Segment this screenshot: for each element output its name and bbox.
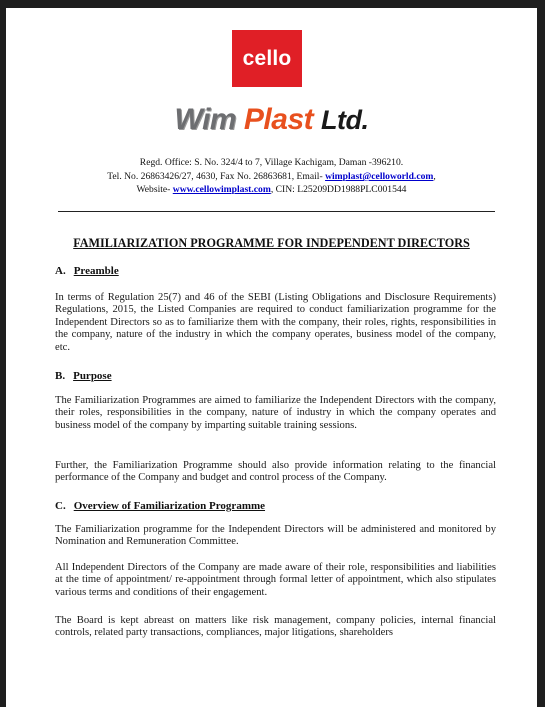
paragraph: The Board is kept abreast on matters like risk management, company policies, internal financial controls, related party transactions, compliances, major litigations, shareholders	[55, 615, 496, 639]
section-title: Preamble	[73, 265, 119, 277]
email-link[interactable]: wimplast@celloworld.com	[325, 171, 434, 182]
section-letter: A.	[55, 265, 66, 277]
paragraph: All Independent Directors of the Company are made aware of their role, responsibilities and liabilities at the time of appointment/ re-appointment through formal letter of appointment, which also stipulates various terms and conditions of their engagement.	[55, 562, 496, 598]
company-name-part2: Plast	[243, 103, 314, 136]
paragraph: The Familiarization Programmes are aimed to familiarize the Independent Directors with the company, their roles, responsibilities in the company, nature of industry in which the company operates and business model of the company by imparting suitable training sessions.	[55, 395, 496, 431]
cin-text: , CIN: L25209DD1988PLC001544	[270, 184, 407, 195]
section-letter: C.	[55, 500, 66, 512]
paragraph: The Familiarization programme for the Independent Directors will be administered and monitored by Nomination and Remuneration Committee.	[55, 524, 496, 548]
header-divider	[58, 211, 495, 212]
section-title: Purpose	[73, 370, 112, 382]
section-title: Overview of Familiarization Programme	[73, 500, 266, 512]
paragraph: In terms of Regulation 25(7) and 46 of the SEBI (Listing Obligations and Disclosure Requirements) Regulations, 2015, the Listed Companies are required to conduct familiarization programme for the Independent Directors so as to familiarize them with the company, their roles, rights, responsibilities in the company, nature of the industry in which the company operates, business model of the company, etc.	[55, 292, 496, 353]
document-title: FAMILIARIZATION PROGRAMME FOR INDEPENDENT DIRECTORS	[73, 236, 470, 250]
company-name	[6, 103, 537, 137]
paragraph: Further, the Familiarization Programme should also provide information relating to the financial performance of the Company and budget and control process of the Company.	[55, 460, 496, 484]
section-a-heading	[55, 265, 119, 277]
section-letter: B.	[55, 370, 66, 382]
company-name-part3: Ltd.	[320, 105, 369, 135]
address-line-3	[6, 184, 537, 196]
section-c-heading	[55, 500, 265, 512]
section-b-heading	[55, 370, 112, 382]
phone-fax-text: Tel. No. 26863426/27, 4630, Fax No. 26863681, Email-	[107, 171, 326, 182]
website-link[interactable]: www.cellowimplast.com	[172, 184, 271, 195]
website-label: Website-	[136, 184, 173, 195]
address-line-2	[6, 171, 537, 183]
logo-text: cello	[242, 46, 292, 70]
address-line-1: Regd. Office: S. No. 324/4 to 7, Village Kachigam, Daman -396210.	[139, 157, 404, 168]
document-page	[6, 8, 537, 707]
company-name-part1: Wim	[174, 103, 237, 136]
cello-logo	[232, 30, 302, 87]
email-suffix: ,	[433, 171, 436, 182]
